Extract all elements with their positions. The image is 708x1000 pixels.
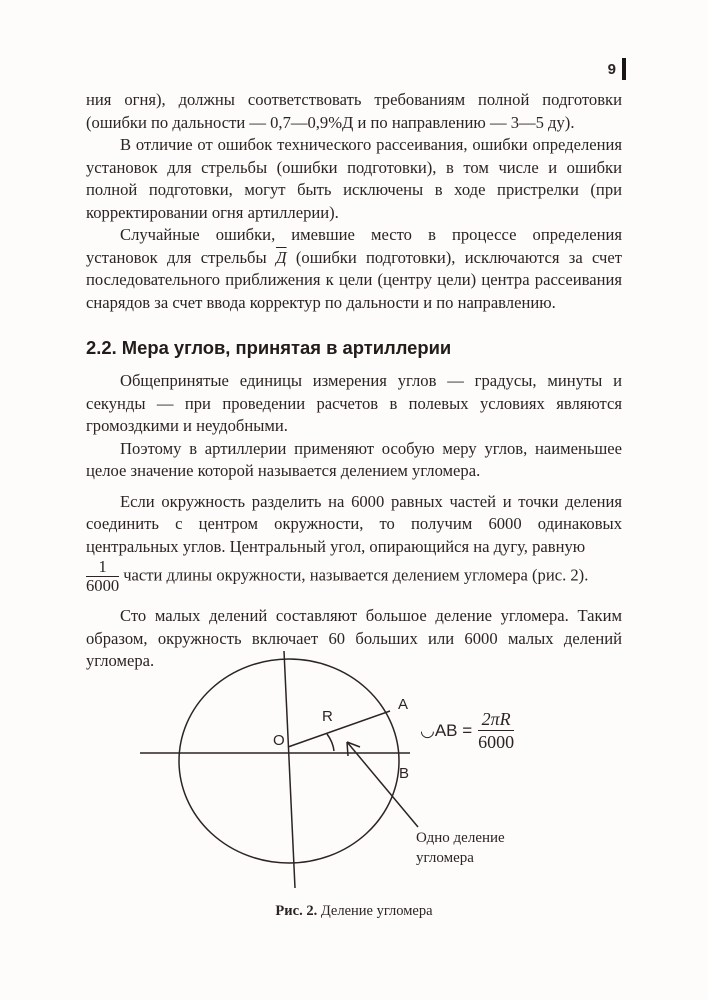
note-line-1: Одно деление — [416, 830, 505, 846]
formula-denominator: 6000 — [478, 732, 515, 752]
division-definition-block — [86, 491, 622, 596]
formula-fraction — [478, 708, 514, 753]
paragraph-large-division: Сто малых делений составляют большое деление угломера. Таким образом, окружность включает 60 больших или 6000 малых делений угломера. — [86, 606, 622, 670]
page-number-text: 9 — [607, 60, 616, 78]
formula-lhs: ◡AB = — [420, 720, 473, 740]
label-A: A — [398, 696, 409, 713]
label-B: B — [399, 765, 410, 782]
intro-text-block — [86, 89, 622, 314]
random-errors-text-end: (ошибки подготовки), исключаются за счет последовательного приближения к цели (центру цели) центра рассеивания снарядов за счет ввода корректур по дальности и по направлению. — [86, 247, 623, 312]
division-definition-text-end: части длины окружности, называется делением угломера (рис. 2). — [123, 565, 589, 585]
random-errors-text-start: Случайные ошибки, имевшие место в процессе определения установок для стрельбы — [86, 225, 622, 267]
page-body — [86, 89, 622, 673]
label-O: O — [273, 732, 285, 749]
label-R: R — [322, 708, 333, 725]
radius-OA — [288, 711, 390, 747]
vertical-axis — [284, 651, 295, 888]
delta-symbol: Д — [275, 247, 287, 267]
paragraph-common-units: Общепринятые единицы измерения углов — градусы, минуты и секунды — при проведении расчетов в полевых условиях являются громоздкими и неудобными. — [86, 371, 622, 435]
angle-arc — [327, 734, 334, 751]
note-line-2: угломера — [416, 850, 474, 866]
page-number — [608, 58, 626, 80]
division-definition-fraction-line — [86, 558, 622, 595]
fraction-denominator: 6000 — [86, 576, 120, 595]
figure-2 — [0, 640, 708, 940]
formula-numerator: 2πR — [478, 708, 514, 731]
paragraph-division-definition: Если окружность разделить на 6000 равных частей и точки деления соединить с центром окружности, то получим 6000 одинаковых центральных углов. Центральный угол, опирающийся на дугу, равную — [86, 491, 622, 556]
fraction-numerator: 1 — [86, 558, 119, 577]
caption-text: Деление угломера — [320, 903, 433, 919]
caption-label: Рис. 2. — [275, 903, 318, 919]
section-heading: 2.2. Мера углов, принятая в артиллерии — [86, 337, 452, 358]
figure-caption — [0, 903, 708, 920]
paragraph-artillery-measure: Поэтому в артиллерии применяют особую меру углов, наименьшее целое значение которой называется делением угломера. — [86, 438, 622, 480]
division-note — [416, 828, 505, 868]
figure-2-diagram — [0, 640, 708, 900]
paragraph-continuation: ния огня), должны соответствовать требованиям полной подготовки (ошибки по дальности — 0,7—0,9%Д и по направлению — 3—5 ду). — [86, 90, 622, 132]
arc-formula — [420, 708, 514, 753]
fraction-one-six-thousandth — [86, 558, 119, 595]
angle-units-text-block — [86, 370, 622, 483]
paragraph-random-errors — [86, 224, 622, 314]
paragraph-technical-dispersion: В отличие от ошибок технического рассеивания, ошибки определения установок для стрельбы (ошибки подготовки), в том числе и ошибки полной подготовки, могут быть исключены в ходе пристрелки (при корректировании огня артиллерии). — [86, 135, 622, 222]
page-number-bar — [622, 58, 626, 80]
